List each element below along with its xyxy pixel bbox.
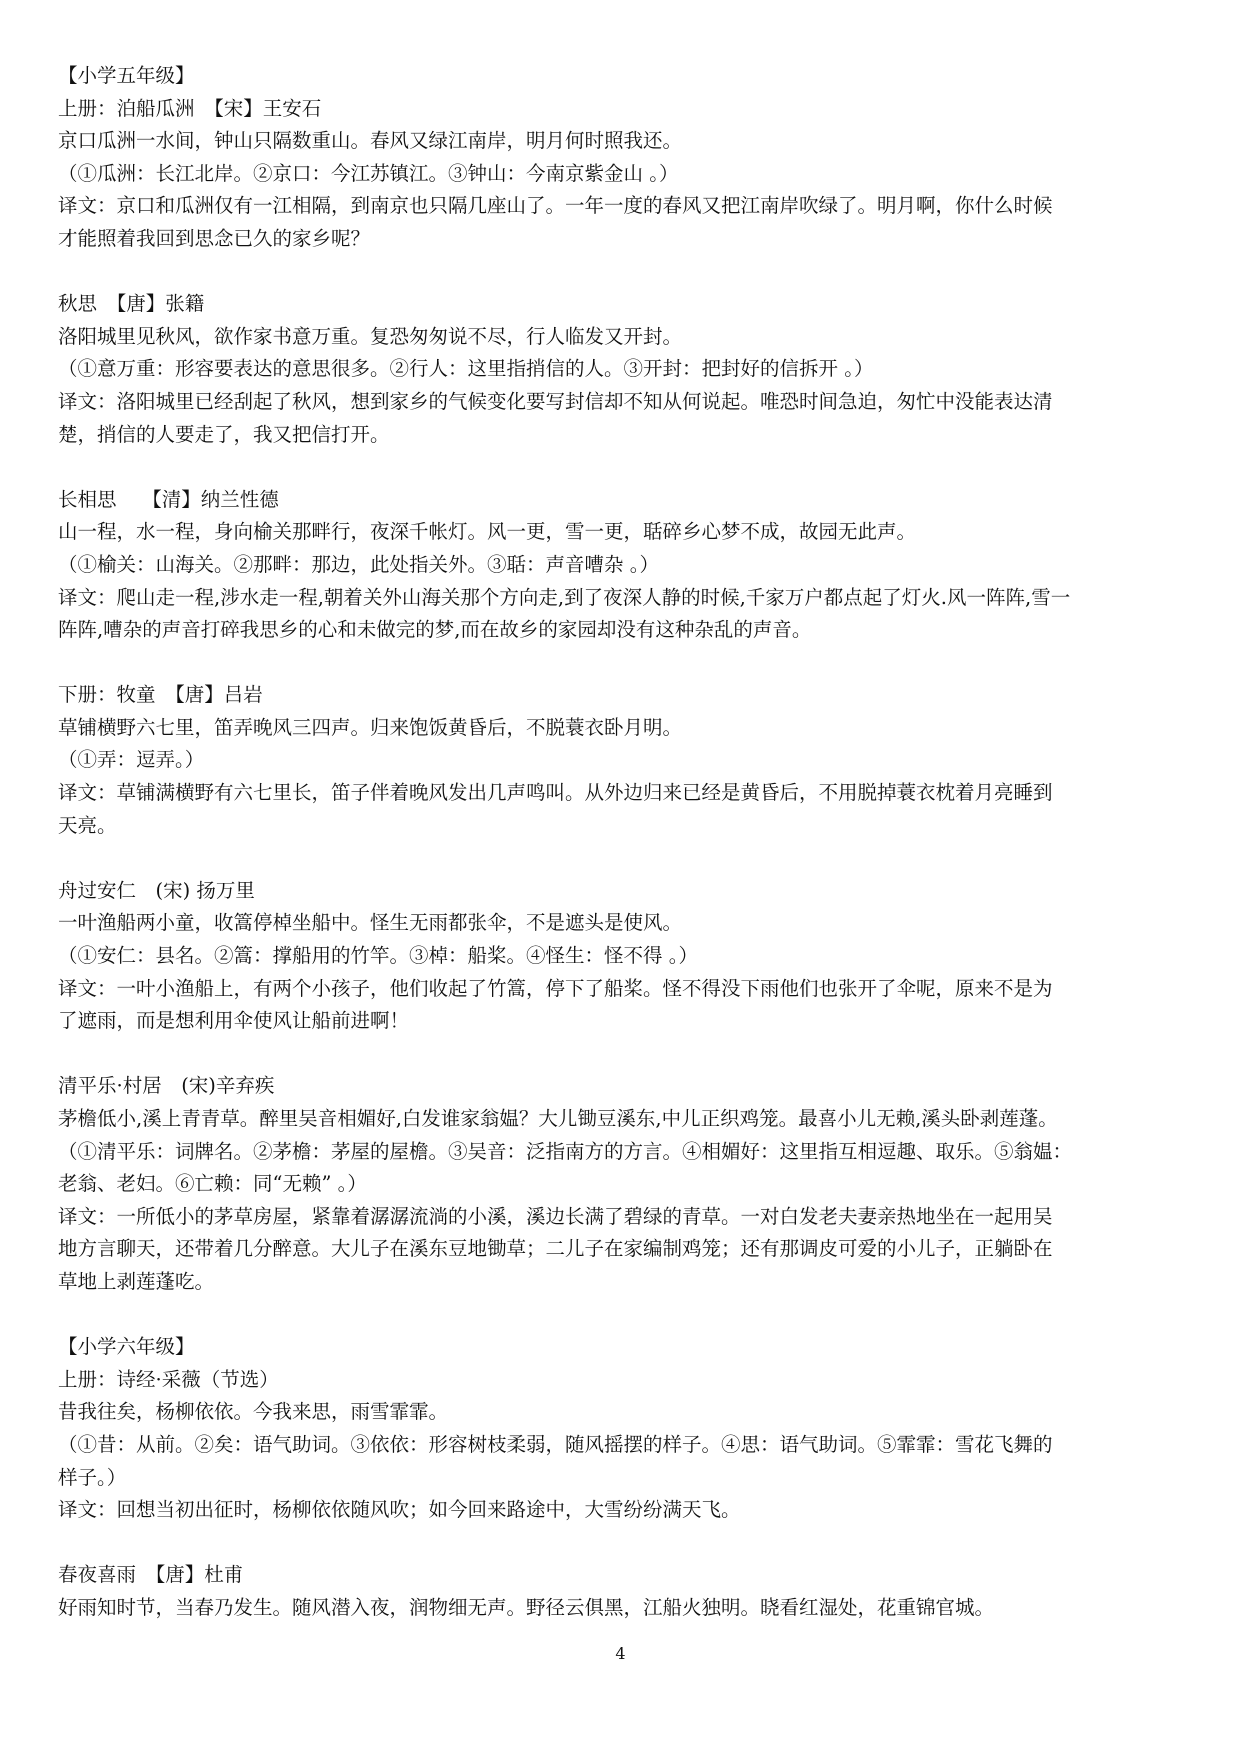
annotation-line: （①瓜洲：长江北岸。②京口：今江苏镇江。③钟山：今南京紫金山 。） [58,161,679,185]
annotation-line: （①弄：逗弄。） [58,748,205,772]
poem-block [58,1070,1188,1298]
text-line: 草铺横野六七里，笛弄晚风三四声。归来饱饭黄昏后，不脱蓑衣卧月明。 [58,715,683,739]
page-number: 4 [615,1644,626,1663]
text-line: 昔我往矣，杨柳依依。今我来思，雨雪霏霏。 [58,1400,449,1424]
text-line: 阵阵,嘈杂的声音打碎我思乡的心和未做完的梦,而在故乡的家园却没有这种杂乱的声音。 [58,618,812,642]
poem-block [58,1331,1188,1527]
text-line: 茅檐低小,溪上青青草。醉里吴音相媚好,白发谁家翁媪？大儿锄豆溪东,中儿正织鸡笼。最喜小儿无赖,溪头卧剥莲蓬。 [58,1107,1058,1130]
text-line: 好雨知时节，当春乃发生。随风潜入夜，润物细无声。野径云俱黑，江船火独明。晓看红湿处，花重锦官城。 [58,1595,995,1619]
poem-heading: 长相思 【清】纳兰性德 [58,487,279,511]
translation-line: 译文：洛阳城里已经刮起了秋风，想到家乡的气候变化要写封信却不知从何说起。唯恐时间急迫，匆忙中没能表达清 [58,389,1053,413]
poem-heading: 清平乐·村居 (宋)辛弃疾 [58,1074,275,1098]
poem-heading: 春夜喜雨 【唐】杜甫 [58,1563,244,1587]
poem-block [58,679,1188,842]
text-line: 老翁、老妇。⑥亡赖：同“无赖” 。） [58,1172,367,1196]
text-line: 洛阳城里见秋风，欲作家书意万重。复恐匆匆说不尽，行人临发又开封。 [58,324,683,348]
text-line: 楚，捎信的人要走了，我又把信打开。 [58,422,390,446]
translation-line: 译文：回想当初出征时，杨柳依依随风吹；如今回来路途中，大雪纷纷满天飞。 [58,1498,741,1522]
text-line: 地方言聊天，还带着几分醉意。大儿子在溪东豆地锄草；二儿子在家编制鸡笼；还有那调皮可爱的小儿子，正躺卧在 [58,1237,1053,1261]
translation-line: 译文：一叶小渔船上，有两个小孩子，他们收起了竹篙，停下了船桨。怪不得没下雨他们也张开了伞呢，原来不是为 [58,976,1053,1000]
poem-block [58,60,1188,256]
text-line: 山一程，水一程，身向榆关那畔行，夜深千帐灯。风一更，雪一更，聒碎乡心梦不成，故园无此声。 [58,520,917,544]
translation-line: 译文：爬山走一程,涉水走一程,朝着关外山海关那个方向走,到了夜深人静的时候,千家万户都点起了灯火.风一阵阵,雪一 [58,585,1071,609]
annotation-line: （①榆关：山海关。②那畔：那边，此处指关外。③聒：声音嘈杂 。） [58,552,659,576]
text-line: 才能照着我回到思念已久的家乡呢？ [58,226,371,250]
poem-heading: 下册：牧童 【唐】吕岩 [58,683,263,707]
text-line: 上册：泊船瓜洲 【宋】王安石 [58,96,322,120]
translation-line: 译文：京口和瓜洲仅有一江相隔，到南京也只隔几座山了。一年一度的春风又把江南岸吹绿了。明月啊，你什么时候 [58,194,1053,218]
text-line: 草地上剥莲蓬吃。 [58,1269,215,1293]
poem-block [58,875,1188,1038]
translation-line: 译文：草铺满横野有六七里长，笛子伴着晚风发出几声鸣叫。从外边归来已经是黄昏后，不用脱掉蓑衣枕着月亮睡到 [58,781,1053,805]
annotation-line: （①昔：从前。②矣：语气助词。③依依：形容树枝柔弱，随风摇摆的样子。④思：语气助词。⑤霏霏：雪花飞舞的 [58,1432,1053,1456]
text-line: 上册：诗经·采薇（节选） [58,1367,279,1391]
document-body [58,60,1188,1625]
text-line: 一叶渔船两小童，收篙停棹坐船中。怪生无雨都张伞，不是遮头是使风。 [58,911,683,935]
annotation-line: （①安仁：县名。②篙：撑船用的竹竿。③棹：船桨。④怪生：怪不得 。） [58,944,698,968]
annotation-line: （①意万重：形容要表达的意思很多。②行人：这里指捎信的人。③开封：把封好的信拆开 。） [58,357,874,381]
poem-block [58,484,1188,647]
text-line: 京口瓜洲一水间，钟山只隔数重山。春风又绿江南岸，明月何时照我还。 [58,129,683,153]
poem-heading: 秋思 【唐】张籍 [58,292,205,316]
annotation-line: （①清平乐：词牌名。②茅檐：茅屋的屋檐。③吴音：泛指南方的方言。④相媚好：这里指互相逗趣、取乐。⑤翁媪： [58,1139,1073,1163]
poem-block [58,1559,1188,1624]
translation-line: 译文：一所低小的茅草房屋，紧靠着潺潺流淌的小溪，溪边长满了碧绿的青草。一对白发老夫妻亲热地坐在一起用吴 [58,1204,1053,1228]
poem-heading: 舟过安仁 (宋) 扬万里 [58,878,255,902]
text-line: 了遮雨，而是想利用伞使风让船前进啊！ [58,1009,410,1033]
poem-block [58,288,1188,451]
text-line: 样子。） [58,1465,127,1489]
poem-heading: 【小学六年级】 [58,1335,195,1359]
poem-heading: 【小学五年级】 [58,64,195,87]
text-line: 天亮。 [58,813,117,837]
